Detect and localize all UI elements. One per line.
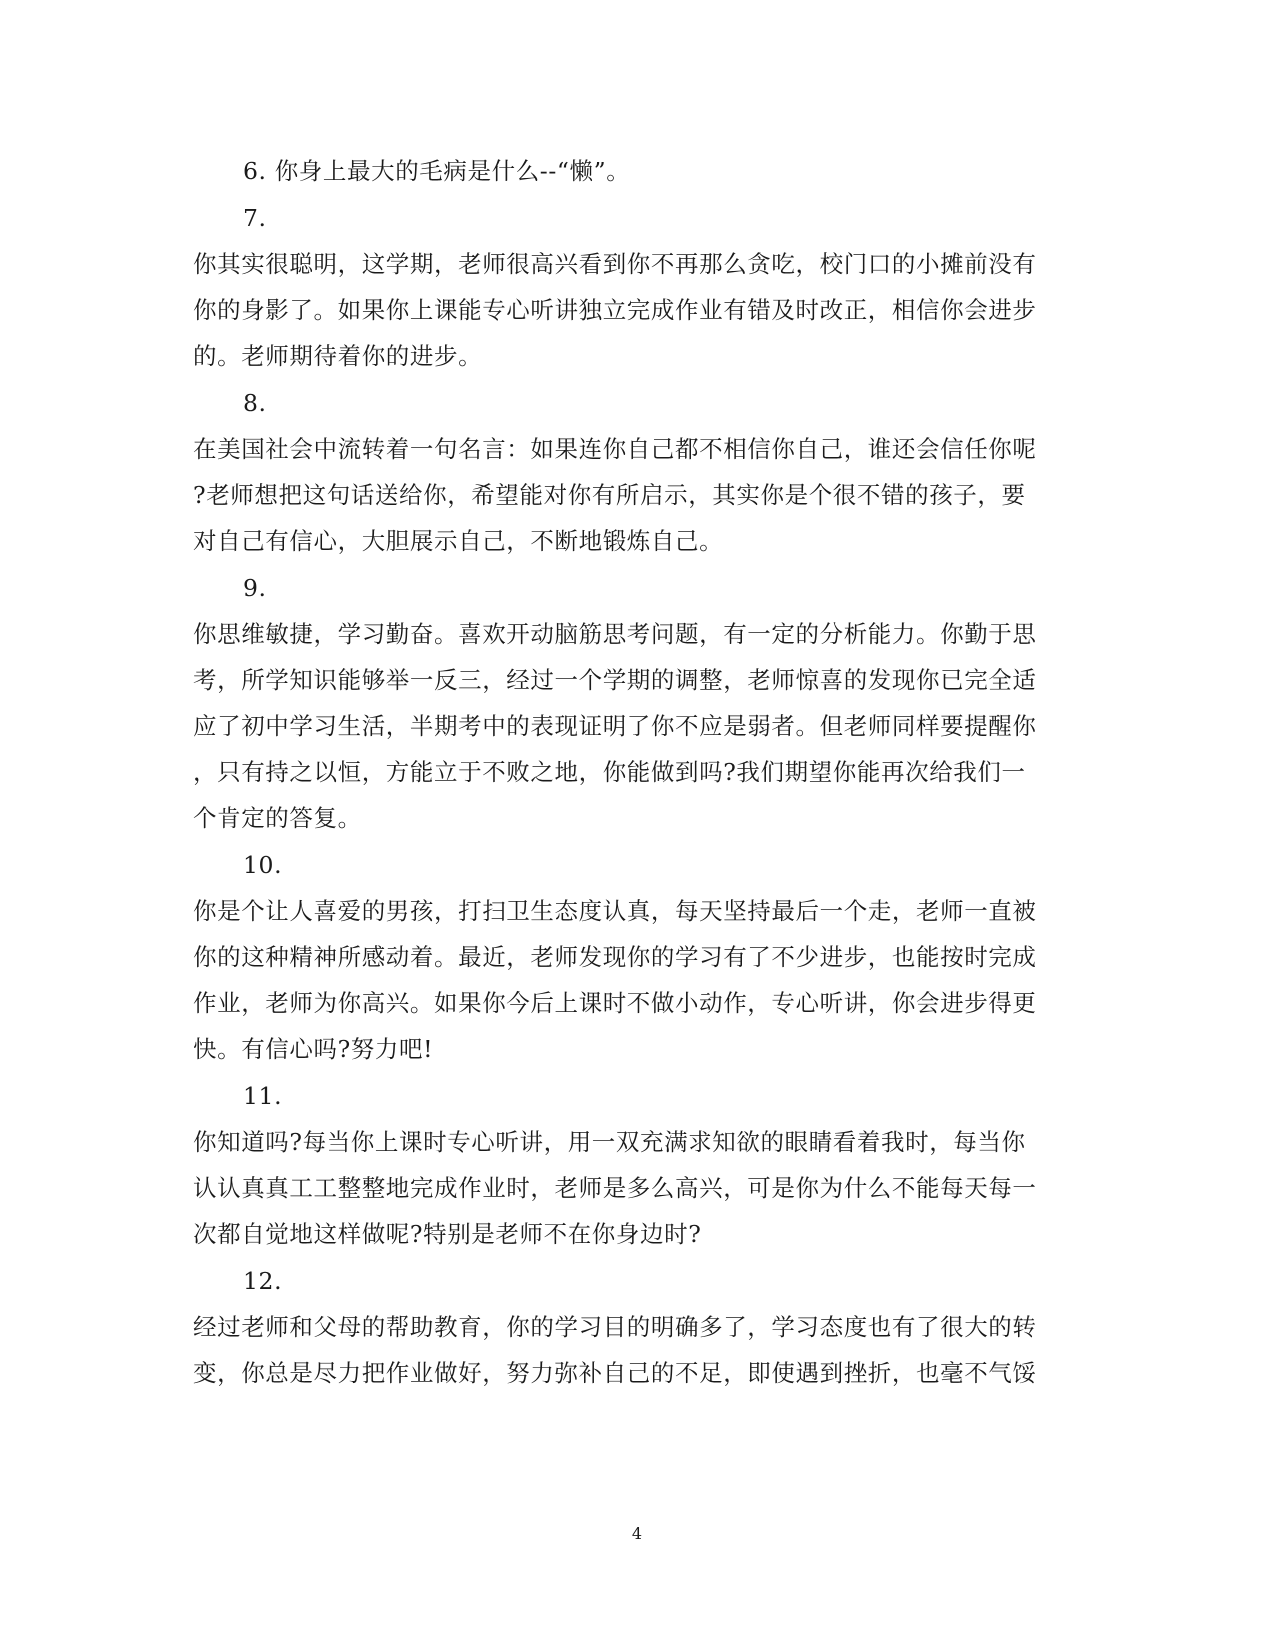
item-12-line-2: 变，你总是尽力把作业做好，努力弥补自己的不足，即使遇到挫折，也毫不气馁	[193, 1359, 1037, 1387]
item-10-number: 10.	[243, 851, 283, 879]
item-10-line-1: 你是个让人喜爱的男孩，打扫卫生态度认真，每天坚持最后一个走，老师一直被	[193, 897, 1037, 925]
item-10-line-3: 作业，老师为你高兴。如果你今后上课时不做小动作，专心听讲，你会进步得更	[193, 989, 1037, 1017]
item-9-line-3: 应了初中学习生活，半期考中的表现证明了你不应是弱者。但老师同样要提醒你	[193, 712, 1037, 740]
item-10-line-4: 快。有信心吗?努力吧!	[193, 1035, 434, 1063]
item-9-number: 9.	[243, 574, 267, 602]
item-10-line-2: 你的这种精神所感动着。最近，老师发现你的学习有了不少进步，也能按时完成	[193, 943, 1037, 971]
item-8-line-2: ?老师想把这句话送给你，希望能对你有所启示，其实你是个很不错的孩子，要	[193, 481, 1026, 509]
item-9-line-1: 你思维敏捷，学习勤奋。喜欢开动脑筋思考问题，有一定的分析能力。你勤于思	[193, 620, 1037, 648]
item-9-line-5: 个肯定的答复。	[193, 804, 362, 832]
item-9-line-2: 考，所学知识能够举一反三，经过一个学期的调整，老师惊喜的发现你已完全适	[193, 666, 1037, 694]
item-11-line-2: 认认真真工工整整地完成作业时，老师是多么高兴，可是你为什么不能每天每一	[193, 1174, 1037, 1202]
item-12-number: 12.	[243, 1267, 283, 1295]
item-7-number: 7.	[243, 204, 267, 232]
item-7-line-1: 你其实很聪明，这学期，老师很高兴看到你不再那么贪吃，校门口的小摊前没有	[193, 250, 1037, 278]
item-8-number: 8.	[243, 389, 267, 417]
item-11-number: 11.	[243, 1082, 283, 1110]
item-12-line-1: 经过老师和父母的帮助教育，你的学习目的明确多了，学习态度也有了很大的转	[193, 1313, 1037, 1341]
page-number: 4	[631, 1524, 643, 1543]
item-6-text: 6. 你身上最大的毛病是什么--“懒”。	[243, 157, 631, 185]
item-11-line-1: 你知道吗?每当你上课时专心听讲，用一双充满求知欲的眼睛看着我时，每当你	[193, 1128, 1026, 1156]
item-9-line-4: ，只有持之以恒，方能立于不败之地，你能做到吗?我们期望你能再次给我们一	[193, 758, 1026, 786]
item-8-line-1: 在美国社会中流转着一句名言：如果连你自己都不相信你自己，谁还会信任你呢	[193, 435, 1037, 463]
item-11-line-3: 次都自觉地这样做呢?特别是老师不在你身边时?	[193, 1220, 702, 1248]
item-7-line-3: 的。老师期待着你的进步。	[193, 342, 483, 370]
item-8-line-3: 对自己有信心，大胆展示自己，不断地锻炼自己。	[193, 527, 724, 555]
item-7-line-2: 你的身影了。如果你上课能专心听讲独立完成作业有错及时改正，相信你会进步	[193, 296, 1037, 324]
